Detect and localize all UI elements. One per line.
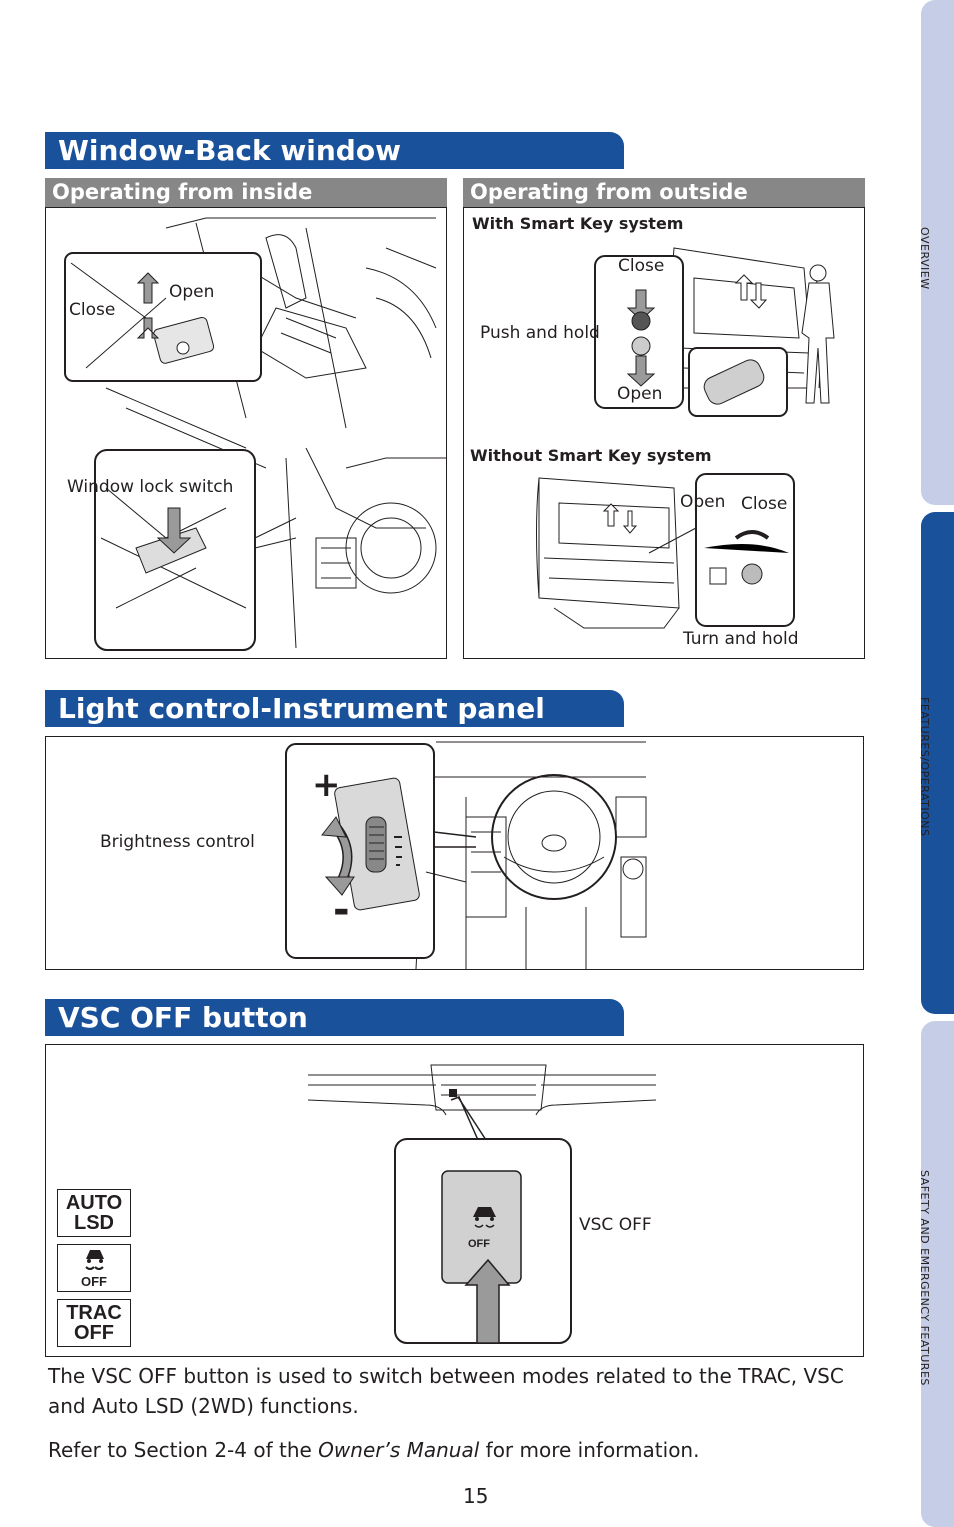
page-number: 15 [463, 1484, 489, 1508]
key-open-label: Open [680, 492, 726, 512]
vsc-panel [45, 1044, 864, 1357]
window-back-heading: Window-Back window [45, 132, 624, 169]
inside-open-label: Open [169, 282, 215, 302]
vsc-heading: VSC OFF button [45, 999, 624, 1036]
vsc-button-off-text: OFF [468, 1238, 490, 1250]
push-hold-label: Push and hold [480, 323, 600, 343]
auto-lsd-line2: LSD [74, 1212, 114, 1234]
window-lock-switch-label: Window lock switch [67, 477, 234, 497]
owners-manual-title: Owner’s Manual [318, 1438, 480, 1462]
vsc-off-indicator [57, 1244, 131, 1292]
trac-off-line1: TRAC [66, 1302, 122, 1324]
key-close-label: Close [741, 494, 788, 514]
inside-subheading: Operating from inside [45, 178, 447, 208]
tab-label-features: FEATURES/OPERATIONS [918, 697, 931, 837]
plus-sign: + [312, 765, 341, 805]
inside-illustration [46, 208, 446, 658]
outside-subheading: Operating from outside [463, 178, 865, 208]
reference-text-after: for more information. [479, 1438, 700, 1462]
trac-off-line2: OFF [74, 1322, 114, 1344]
vsc-off-label: VSC OFF [579, 1215, 652, 1235]
skid-icon [58, 1245, 130, 1275]
light-control-panel [45, 736, 864, 970]
auto-lsd-line1: AUTO [65, 1192, 123, 1214]
brightness-control-label: Brightness control [100, 832, 255, 852]
smart-open-label: Open [617, 384, 663, 404]
trac-off-indicator [57, 1299, 131, 1347]
smart-key-heading: With Smart Key system [472, 214, 684, 233]
minus-sign: - [333, 887, 350, 933]
vsc-description: The VSC OFF button is used to switch between modes related to the TRAC, VSC and Auto LSD (2WD) functions. [48, 1364, 844, 1418]
light-control-heading: Light control-Instrument panel [45, 690, 624, 727]
inside-panel [45, 207, 447, 659]
vsc-off-badge-text: OFF [81, 1274, 107, 1289]
reference-text-before: Refer to Section 2-4 of the [48, 1438, 319, 1462]
tab-label-safety: SAFETY AND EMERGENCY FEATURES [918, 1170, 931, 1386]
smart-close-label: Close [618, 256, 665, 276]
outside-panel [463, 207, 865, 659]
light-control-illustration [46, 737, 863, 969]
auto-lsd-indicator [57, 1189, 131, 1237]
vsc-illustration [46, 1045, 863, 1356]
manual-reference [48, 1435, 868, 1465]
no-smart-key-heading: Without Smart Key system [470, 446, 712, 465]
tab-label-overview: OVERVIEW [918, 226, 931, 290]
turn-hold-label: Turn and hold [683, 629, 799, 649]
inside-close-label: Close [69, 300, 116, 320]
